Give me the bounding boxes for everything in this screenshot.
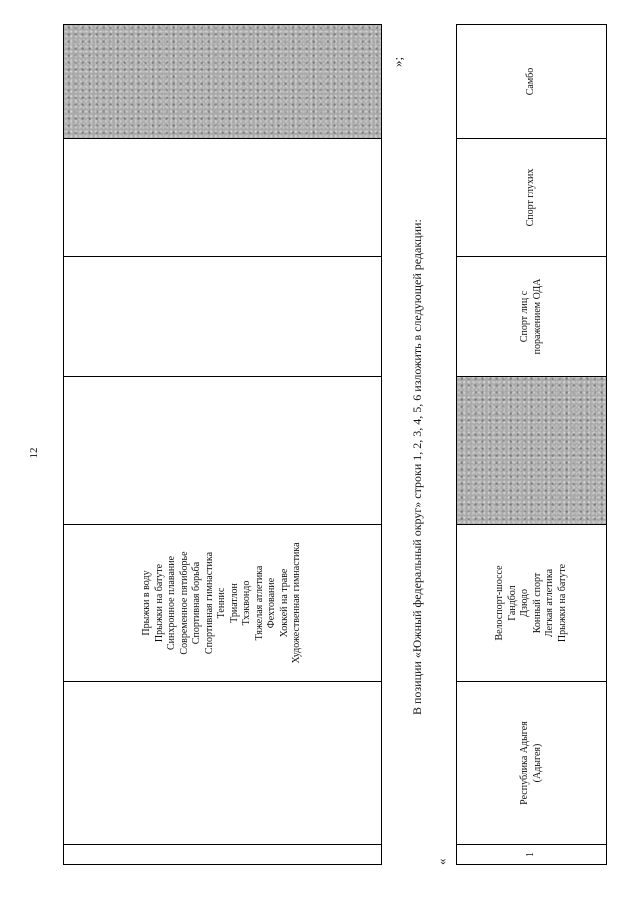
opening-quote: «	[434, 858, 449, 865]
region-cell: Республика Адыгея (Адыгея)	[457, 682, 607, 845]
sport-item: Прыжки в воду	[141, 570, 153, 636]
lower-table	[456, 24, 607, 865]
closing-quote: »;	[390, 56, 405, 67]
upper-empty-cell	[64, 139, 382, 257]
disabled-sport-cell: Спорт лиц с поражением ОДА	[457, 257, 607, 377]
sport-item: Художественная гимнастика	[291, 542, 303, 664]
sport-item: Тяжелая атлетика	[253, 565, 265, 641]
upper-shaded-cell	[64, 25, 382, 139]
page-number: 12	[28, 447, 40, 459]
upper-empty-cell	[64, 377, 382, 525]
upper-sports-cell	[64, 525, 382, 682]
lower-shaded-cell	[457, 377, 607, 525]
deaf-sport-cell: Спорт глухих	[457, 139, 607, 257]
sport-item: Спортивная гимнастика	[203, 551, 215, 655]
sport-item: Велоспорт-шоссе	[494, 565, 505, 641]
national-sport-cell: Самбо	[457, 25, 607, 139]
sport-item: Хоккей на траве	[278, 568, 290, 638]
sport-item: Фехтование	[266, 577, 278, 629]
sport-item: Теннис	[216, 587, 228, 619]
sport-item: Триатлон	[228, 583, 240, 623]
sport-item: Дзюдо	[519, 588, 530, 618]
upper-region-cell	[64, 682, 382, 845]
sport-item: Синхронное плавание	[166, 555, 178, 651]
sport-item: Современное пятиборье	[178, 551, 190, 655]
lower-sports-cell	[457, 525, 607, 682]
sport-item: Спортивная борьба	[191, 561, 203, 645]
sport-item: Конный спорт	[531, 572, 543, 634]
upper-number-cell	[64, 845, 382, 865]
amendment-paragraph: В позиции «Южный федеральный округ» строки 1, 2, 3, 4, 5, 6 изложить в следующей редакции:	[410, 219, 424, 715]
sport-item: Прыжки на батуте	[153, 563, 165, 643]
upper-empty-cell	[64, 257, 382, 377]
row-number-cell: 1	[457, 845, 607, 865]
sport-item: Легкая атлетика	[544, 568, 555, 638]
upper-table	[63, 24, 382, 865]
sport-item: Гандбол	[506, 585, 518, 621]
sport-item: Тхэквондо	[241, 580, 253, 626]
sport-item: Прыжки на батуте	[556, 563, 568, 643]
